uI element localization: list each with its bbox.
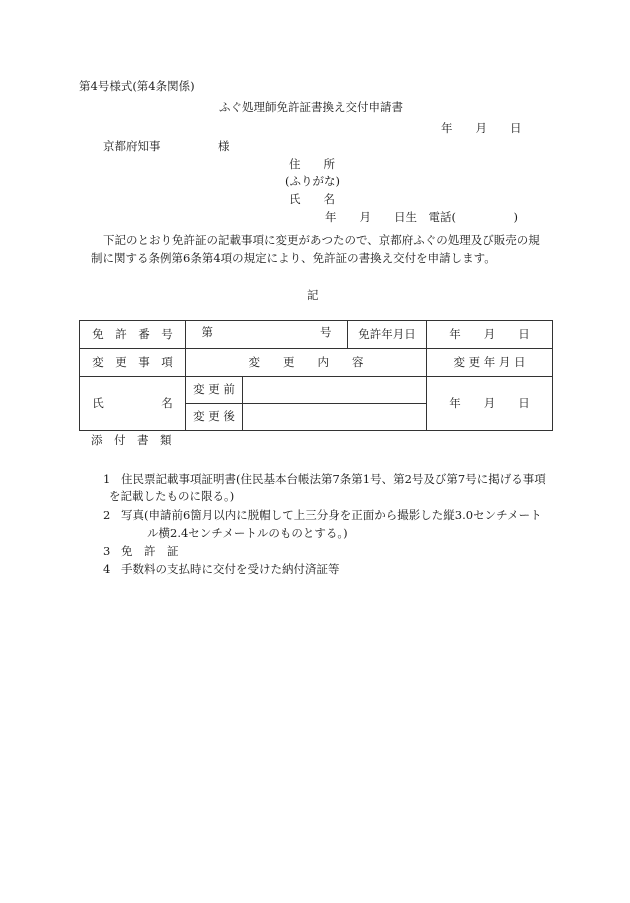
name-label: 氏 名 xyxy=(80,377,186,431)
change-date-label: 変 更 年 月 日 xyxy=(427,349,553,377)
after-value xyxy=(243,404,427,431)
attachment-number-4: 4 xyxy=(103,562,111,576)
date-line: 年 月 日 xyxy=(441,121,522,135)
change-items-label: 変 更 事 項 xyxy=(80,349,186,377)
attachment-item-2-line-2: ル横2.4センチメートルのものとする。) xyxy=(147,526,348,540)
form-number: 第4号様式(第4条関係) xyxy=(79,79,195,93)
addressee: 京都府知事 様 xyxy=(103,139,230,153)
birth-phone-line: 年 月 日生 電話( ) xyxy=(325,210,518,224)
before-value xyxy=(243,377,427,404)
before-label: 変 更 前 xyxy=(186,377,243,404)
name-change-date-value: 年 月 日 xyxy=(427,377,553,431)
attachment-item-1-line-1: 住民票記載事項証明書(住民基本台帳法第7条第1号、第2号及び第7号に掲げる事項 xyxy=(121,472,546,486)
attachments-heading: 添 付 書 類 xyxy=(91,433,172,447)
number-prefix: 第 xyxy=(201,325,213,340)
after-label: 変 更 後 xyxy=(186,404,243,431)
license-number-label: 免 許 番 号 xyxy=(80,321,186,349)
attachment-number-2: 2 xyxy=(103,508,111,522)
attachment-item-1-line-2: を記載したものに限る。) xyxy=(109,489,235,503)
furigana-label: (ふりがな) xyxy=(285,174,340,188)
address-label: 住 所 xyxy=(289,157,335,171)
number-suffix: 号 xyxy=(320,325,332,340)
body-text-line-1: 下記のとおり免許証の記載事項に変更があつたので、京都府ふぐの処理及び販売の規 xyxy=(103,233,540,247)
license-date-value: 年 月 日 xyxy=(427,321,553,349)
change-content-label: 変 更 内 容 xyxy=(186,349,427,377)
license-number-cell xyxy=(186,321,348,349)
document-title: ふぐ処理師免許証書換え交付申請書 xyxy=(219,100,403,114)
attachment-number-1: 1 xyxy=(103,472,111,486)
attachment-number-3: 3 xyxy=(103,544,111,558)
license-date-label: 免許年月日 xyxy=(348,321,427,349)
attachment-item-4-line-1: 手数料の支払時に交付を受けた納付済証等 xyxy=(121,562,340,576)
attachment-item-3-line-1: 免 許 証 xyxy=(121,544,179,558)
applicant-name-label: 氏 名 xyxy=(289,192,335,206)
change-table xyxy=(79,320,553,431)
ki-heading: 記 xyxy=(307,288,319,302)
attachment-item-2-line-1: 写真(申請前6箇月以内に脱帽して上三分身を正面から撮影した縦3.0センチメート xyxy=(121,508,542,522)
body-text-line-2: 制に関する条例第6条第4項の規定により、免許証の書換え交付を申請します。 xyxy=(91,251,496,265)
